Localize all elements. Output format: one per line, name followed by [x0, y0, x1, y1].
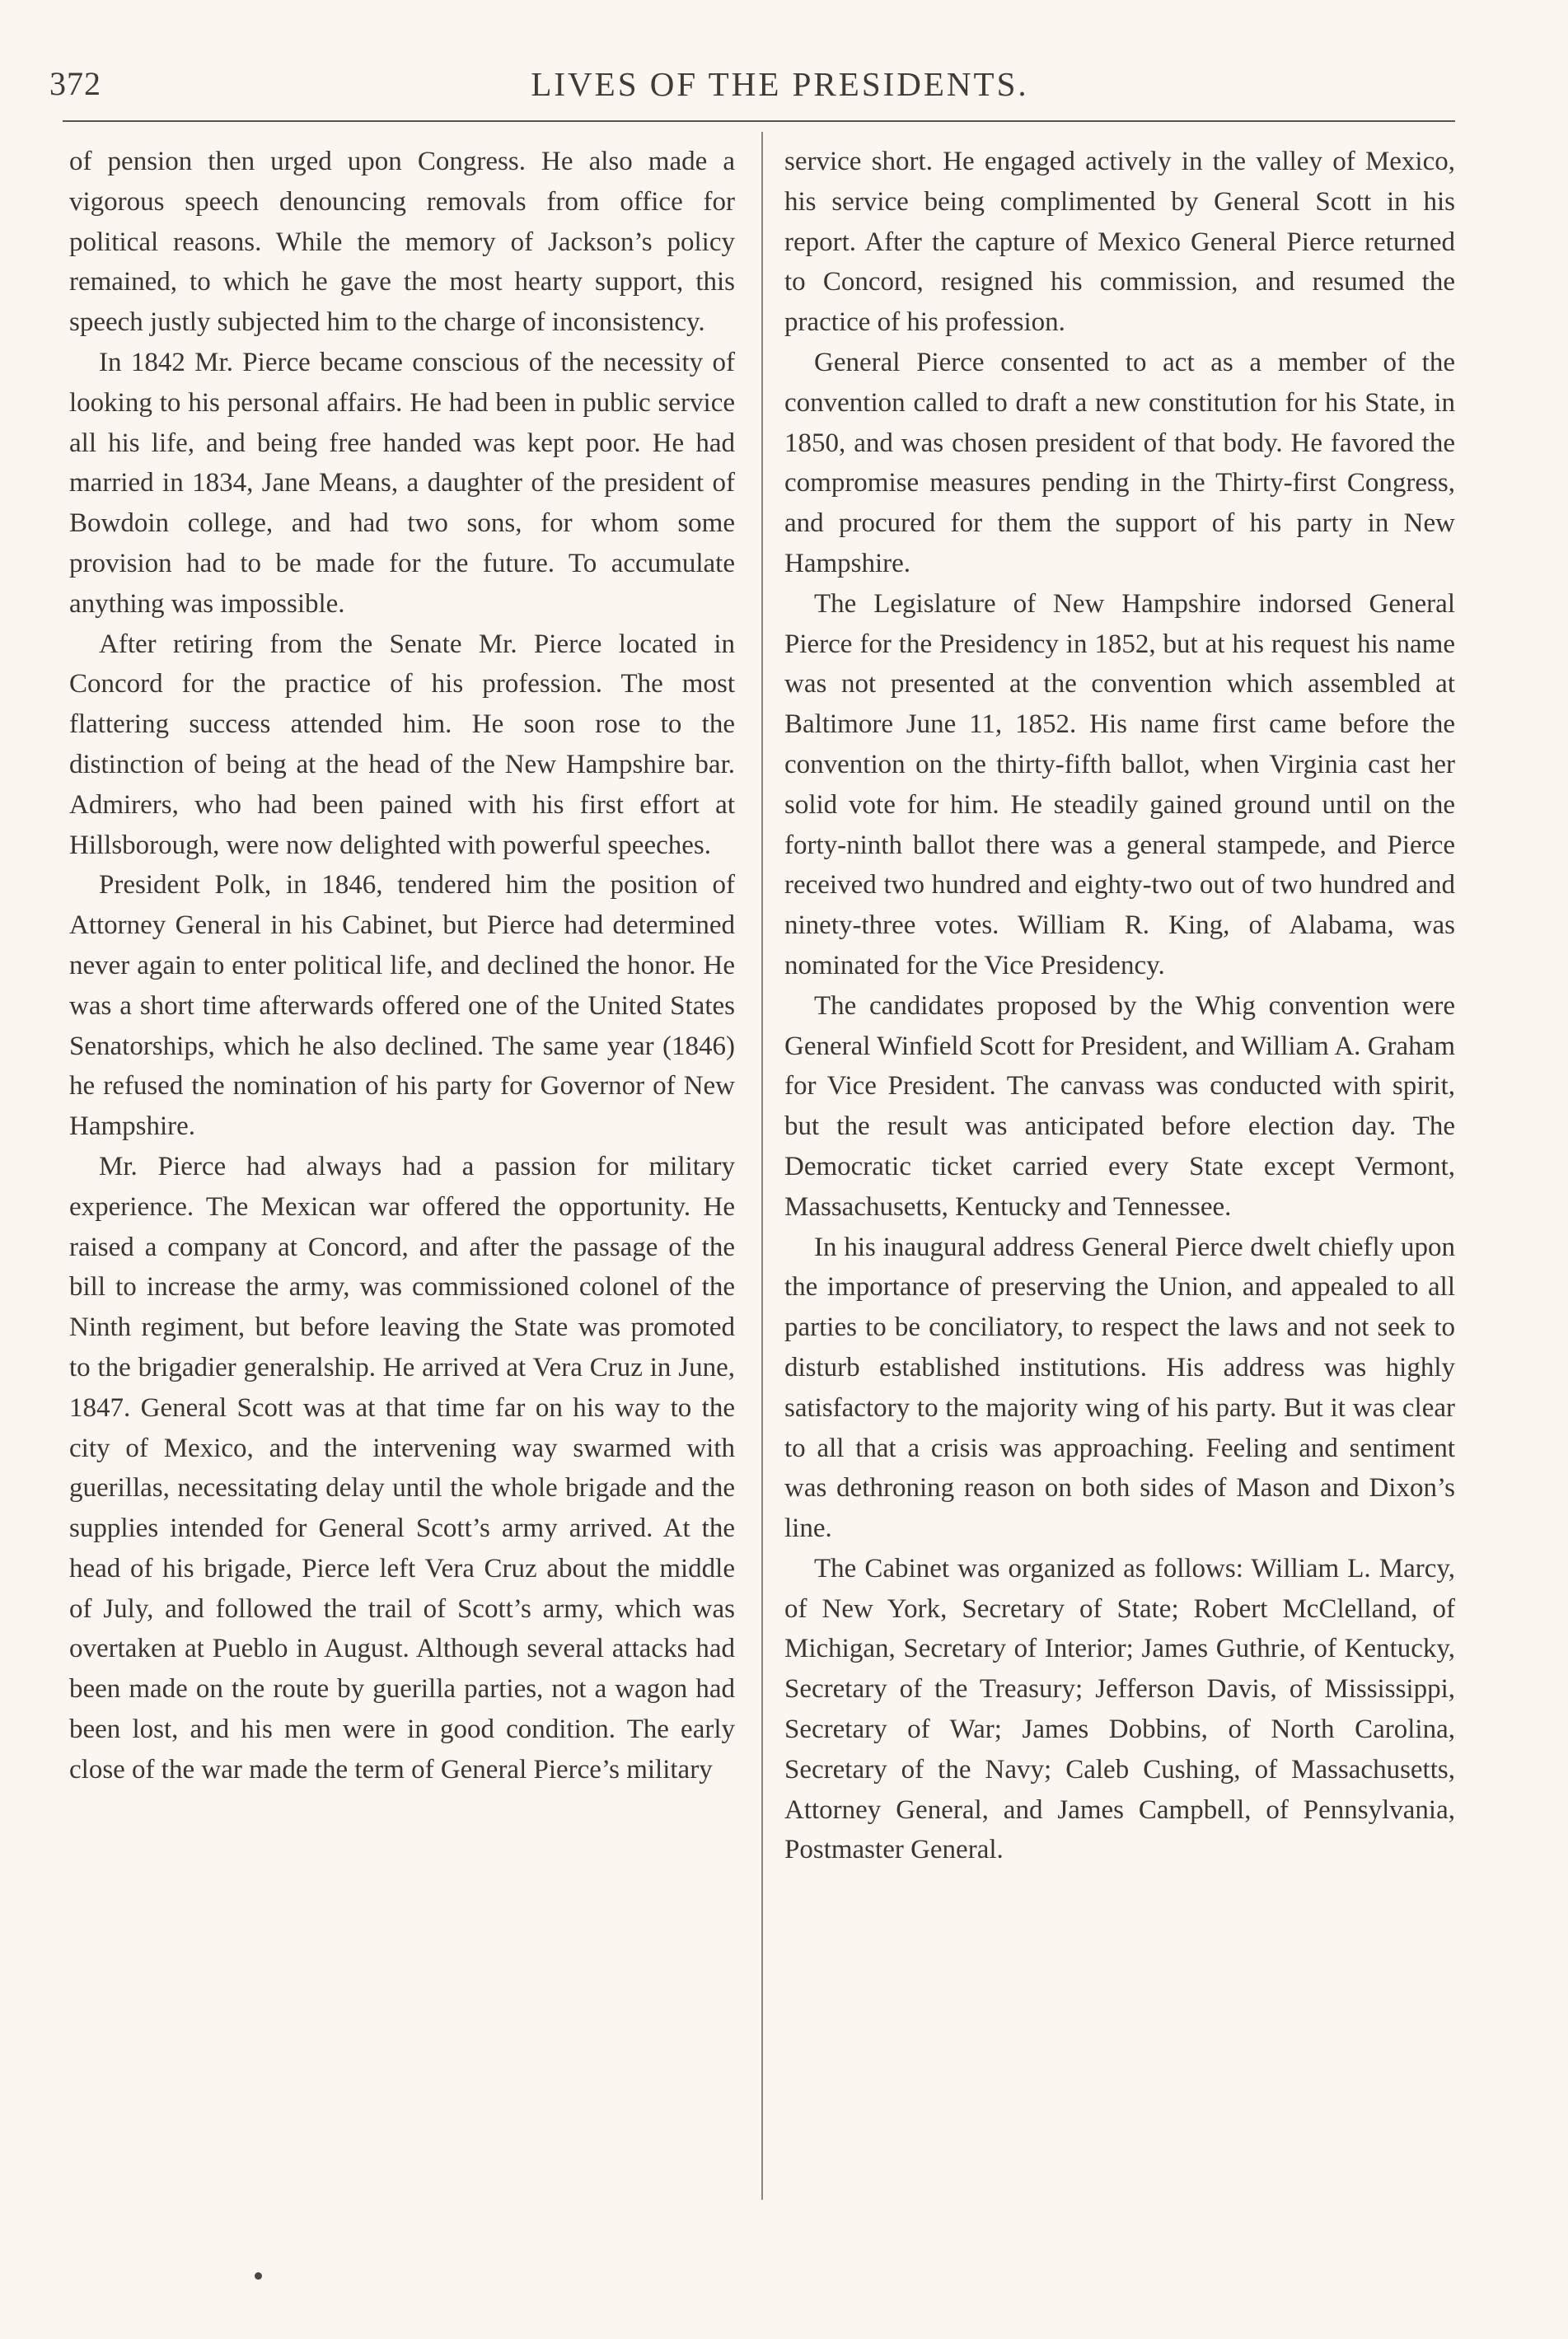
right-column [784, 142, 1455, 1870]
paragraph: Mr. Pierce had always had a passion for military experience. The Mexican war offered the opportunity. He raised a company at Concord, and after the passage of the bill to increase the army, was commissioned colonel of the Ninth regiment, but before leaving the State was promoted to the brigadier generalship. He arrived at Vera Cruz in June, 1847. General Scott was at that time far on his way to the city of Mexico, and the intervening way swarmed with guerillas, necessitating delay until the whole brigade and the supplies intended for General Scott’s army arrived. At the head of his brigade, Pierce left Vera Cruz about the middle of July, and followed the trail of Scott’s army, which was overtaken at Pueblo in August. Although several attacks had been made on the route by guerilla parties, not a wagon had been lost, and his men were in good condition. The early close of the war made the term of General Pierce’s military [69, 1151, 735, 1785]
ink-speck [255, 2272, 262, 2280]
page-header [49, 64, 1461, 104]
page-number: 372 [49, 65, 101, 102]
column-divider [761, 132, 763, 2200]
paragraph: After retiring from the Senate Mr. Pierce located in Concord for the practice of his profession. The most flattering success attended him. He soon rose to the distinction of being at the head of the New Hampshire bar. Admirers, who had been pained with his first effort at Hillsborough, were now delighted with powerful speeches. [69, 629, 735, 860]
paragraph: of pension then urged upon Congress. He also made a vigorous speech denouncing removals from office for political reasons. While the memory of Jackson’s policy remained, to which he gave the most hearty support, this speech justly subjected him to the charge of inconsistency. [69, 147, 735, 338]
paragraph: President Polk, in 1846, tendered him the position of Attorney General in his Cabinet, but Pierce had determined never again to enter political life, and declined the honor. He was a short time afterwards offered one of the United States Senatorships, which he also declined. The same year (1846) he refused the nomination of his party for Governor of New Hampshire. [69, 870, 735, 1142]
paragraph: In his inaugural address General Pierce dwelt chiefly upon the importance of preserving the Union, and appealed to all parties to be conciliatory, to respect the laws and not seek to disturb established institutions. His address was highly satisfactory to the majority wing of his party. But it was clear to all that a crisis was approaching. Feeling and sentiment was dethroning reason on both sides of Mason and Dixon’s line. [784, 1232, 1455, 1544]
paragraph: General Pierce consented to act as a member of the convention called to draft a new constitution for his State, in 1850, and was chosen president of that body. He favored the compromise measures pending in the Thirty-first Congress, and procured for them the support of his party in New Hampshire. [784, 347, 1455, 578]
paragraph: The Cabinet was organized as follows: William L. Marcy, of New York, Secretary of State; Robert McClelland, of Michigan, Secretary of Interior; James Guthrie, of Kentucky, Secretary of the Treasury; Jefferson Davis, of Mississippi, Secretary of War; James Dobbins, of North Carolina, Secretary of the Navy; Caleb Cushing, of Massachusetts, Attorney General, and James Campbell, of Pennsylvania, Postmaster General. [784, 1553, 1455, 1865]
header-rule [63, 120, 1455, 122]
paragraph: The candidates proposed by the Whig convention were General Winfield Scott for President, and William A. Graham for Vice President. The canvass was conducted with spirit, but the result was anticipated before election day. The Democratic ticket carried every State except Vermont, Massachusetts, Kentucky and Tennessee. [784, 990, 1455, 1222]
paragraph: service short. He engaged actively in the valley of Mexico, his service being complimented by General Scott in his report. After the capture of Mexico General Pierce returned to Concord, resigned his commission, and resumed the practice of his profession. [784, 147, 1455, 338]
left-column [69, 142, 735, 1790]
running-title: LIVES OF THE PRESIDENTS. [531, 65, 1029, 103]
paragraph: In 1842 Mr. Pierce became conscious of the necessity of looking to his personal affairs. He had been in public service all his life, and being free handed was kept poor. He had married in 1834, Jane Means, a daughter of the president of Bowdoin college, and had two sons, for whom some provision had to be made for the future. To accumulate anything was impossible. [69, 347, 735, 619]
paragraph: The Legislature of New Hampshire indorsed General Pierce for the Presidency in 1852, but at his request his name was not presented at the convention which assembled at Baltimore June 11, 1852. His name first came before the convention on the thirty-fifth ballot, when Virginia cast her solid vote for him. He steadily gained ground until on the forty-ninth ballot there was a general stampede, and Pierce received two hundred and eighty-two out of two hundred and ninety-three votes. William R. King, of Alabama, was nominated for the Vice Presidency. [784, 588, 1455, 980]
